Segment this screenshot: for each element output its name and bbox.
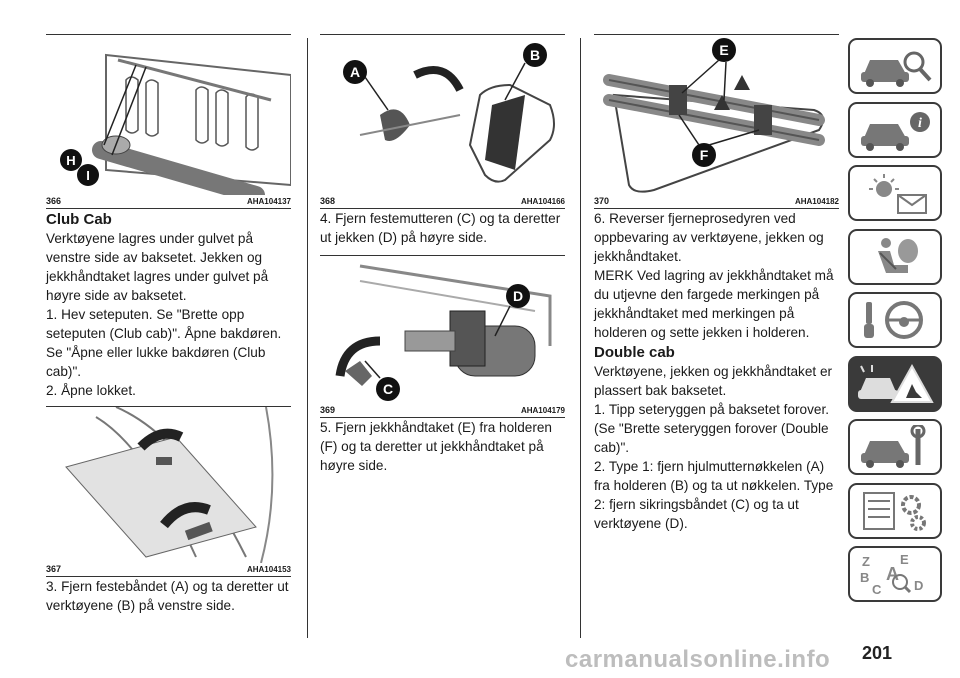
figure-code: AHA104153: [246, 565, 291, 574]
chapter-tabs: [848, 38, 942, 610]
tab-emergency[interactable]: [848, 356, 942, 412]
column-1: [46, 34, 291, 615]
svg-text:E: E: [900, 552, 909, 567]
tab-alphabetical-index[interactable]: [848, 546, 942, 602]
figure-370-illustration: [594, 35, 839, 195]
svg-text:D: D: [914, 578, 924, 593]
callout-C: C: [382, 381, 394, 397]
column-divider-1: [307, 38, 308, 638]
paragraph: 4. Fjern festemutteren (C) og ta deretter ut jekken (D) på høyre side.: [320, 211, 561, 245]
figure-caption: [46, 564, 291, 577]
svg-text:B: B: [860, 570, 870, 585]
figure-366-illustration: [46, 35, 291, 195]
specifications-gears-icon: [856, 489, 936, 533]
figure-369-illustration: [320, 256, 565, 404]
callout-I: I: [86, 168, 90, 183]
figure-code: AHA104179: [520, 406, 565, 415]
svg-text:Z: Z: [862, 554, 870, 569]
svg-text:i: i: [918, 115, 922, 131]
column-3: [594, 34, 839, 533]
callout-H: H: [66, 153, 76, 168]
tab-specifications[interactable]: [848, 483, 942, 539]
paragraph: 5. Fjern jekkhåndtaket (E) fra holderen (F) og ta deretter ut jekkhåndtaket på høyre side.: [320, 420, 552, 473]
figure-caption: [320, 405, 565, 418]
watermark: carmanualsonline.info: [565, 646, 831, 673]
svg-text:A: A: [886, 564, 899, 584]
page-number: 201: [862, 643, 893, 663]
tab-key-steering[interactable]: [848, 292, 942, 348]
figure-number: 368: [320, 196, 336, 206]
callout-B: B: [529, 47, 541, 63]
paragraph: 6. Reverser fjerneprosedyren ved oppbevaring av verktøyene, jekken og jekkhåndtaket.: [594, 211, 824, 264]
tab-seat-airbag[interactable]: [848, 229, 942, 285]
figure-caption: [320, 196, 565, 209]
section-heading: Double cab: [594, 344, 675, 361]
section-heading: Club Cab: [46, 211, 112, 228]
paragraph: 1. Hev seteputen. Se "Brette opp seteputen (Club cab)". Åpne bakdøren.: [46, 307, 282, 341]
alphabetical-index-icon: [856, 552, 936, 596]
key-steering-wheel-icon: [856, 298, 936, 342]
paragraph: 1. Tipp seteryggen på baksetet forover. (Se "Brette seteryggen forover (Double cab)".: [594, 402, 830, 455]
paragraph: Se "Åpne eller lukke bakdøren (Club cab)".: [46, 345, 266, 379]
tab-car-info[interactable]: [848, 102, 942, 158]
figure-number: 366: [46, 196, 62, 206]
figure-code: AHA104137: [246, 197, 291, 206]
figure-code: AHA104166: [520, 197, 565, 206]
callout-D: D: [512, 288, 524, 304]
paragraph: 3. Fjern festebåndet (A) og ta deretter ut verktøyene (B) på venstre side.: [46, 579, 289, 613]
paragraph: 2. Type 1: fjern hjulmutternøkkelen (A) fra holderen (B) og ta ut nøkkelen. Type 2: fjern sikringsbåndet (C) og ta ut verktøyene (D).: [594, 459, 834, 531]
svg-text:C: C: [872, 582, 882, 596]
car-service-tools-icon: [856, 425, 936, 469]
car-info-icon: [856, 108, 936, 152]
paragraph: Verktøyene, jekken og jekkhåndtaket er plassert bak baksetet.: [594, 364, 833, 398]
tab-car-service[interactable]: [848, 419, 942, 475]
paragraph: Verktøyene lagres under gulvet på venstre side av baksetet. Jekken og jekkhåndtaket lagres under gulvet på høyre side av baksetet.: [46, 231, 269, 303]
figure-368-illustration: [320, 35, 565, 195]
column-2: [320, 34, 565, 475]
figure-caption: [594, 196, 839, 209]
figure-number: 367: [46, 564, 62, 574]
callout-F: F: [699, 147, 709, 163]
warning-lights-message-icon: [856, 171, 936, 215]
callout-E: E: [719, 42, 729, 58]
figure-code: AHA104182: [794, 197, 839, 206]
tab-car-magnifier[interactable]: [848, 38, 942, 94]
callout-A: A: [349, 64, 361, 80]
column-divider-2: [580, 38, 581, 638]
figure-number: 370: [594, 196, 610, 206]
tab-warning-lights[interactable]: [848, 165, 942, 221]
paragraph: MERK Ved lagring av jekkhåndtaket må du utjevne den fargede merkingen på jekkhåndtaket med merkingen på holderen og sette jekken i holderen.: [594, 268, 834, 340]
seat-airbag-icon: [856, 235, 936, 279]
car-breakdown-triangle-icon: [856, 362, 936, 406]
figure-number: 369: [320, 405, 336, 415]
figure-367-illustration: [46, 407, 291, 563]
paragraph: 2. Åpne lokket.: [46, 383, 136, 398]
car-magnifier-icon: [856, 44, 936, 88]
figure-caption: [46, 196, 291, 209]
